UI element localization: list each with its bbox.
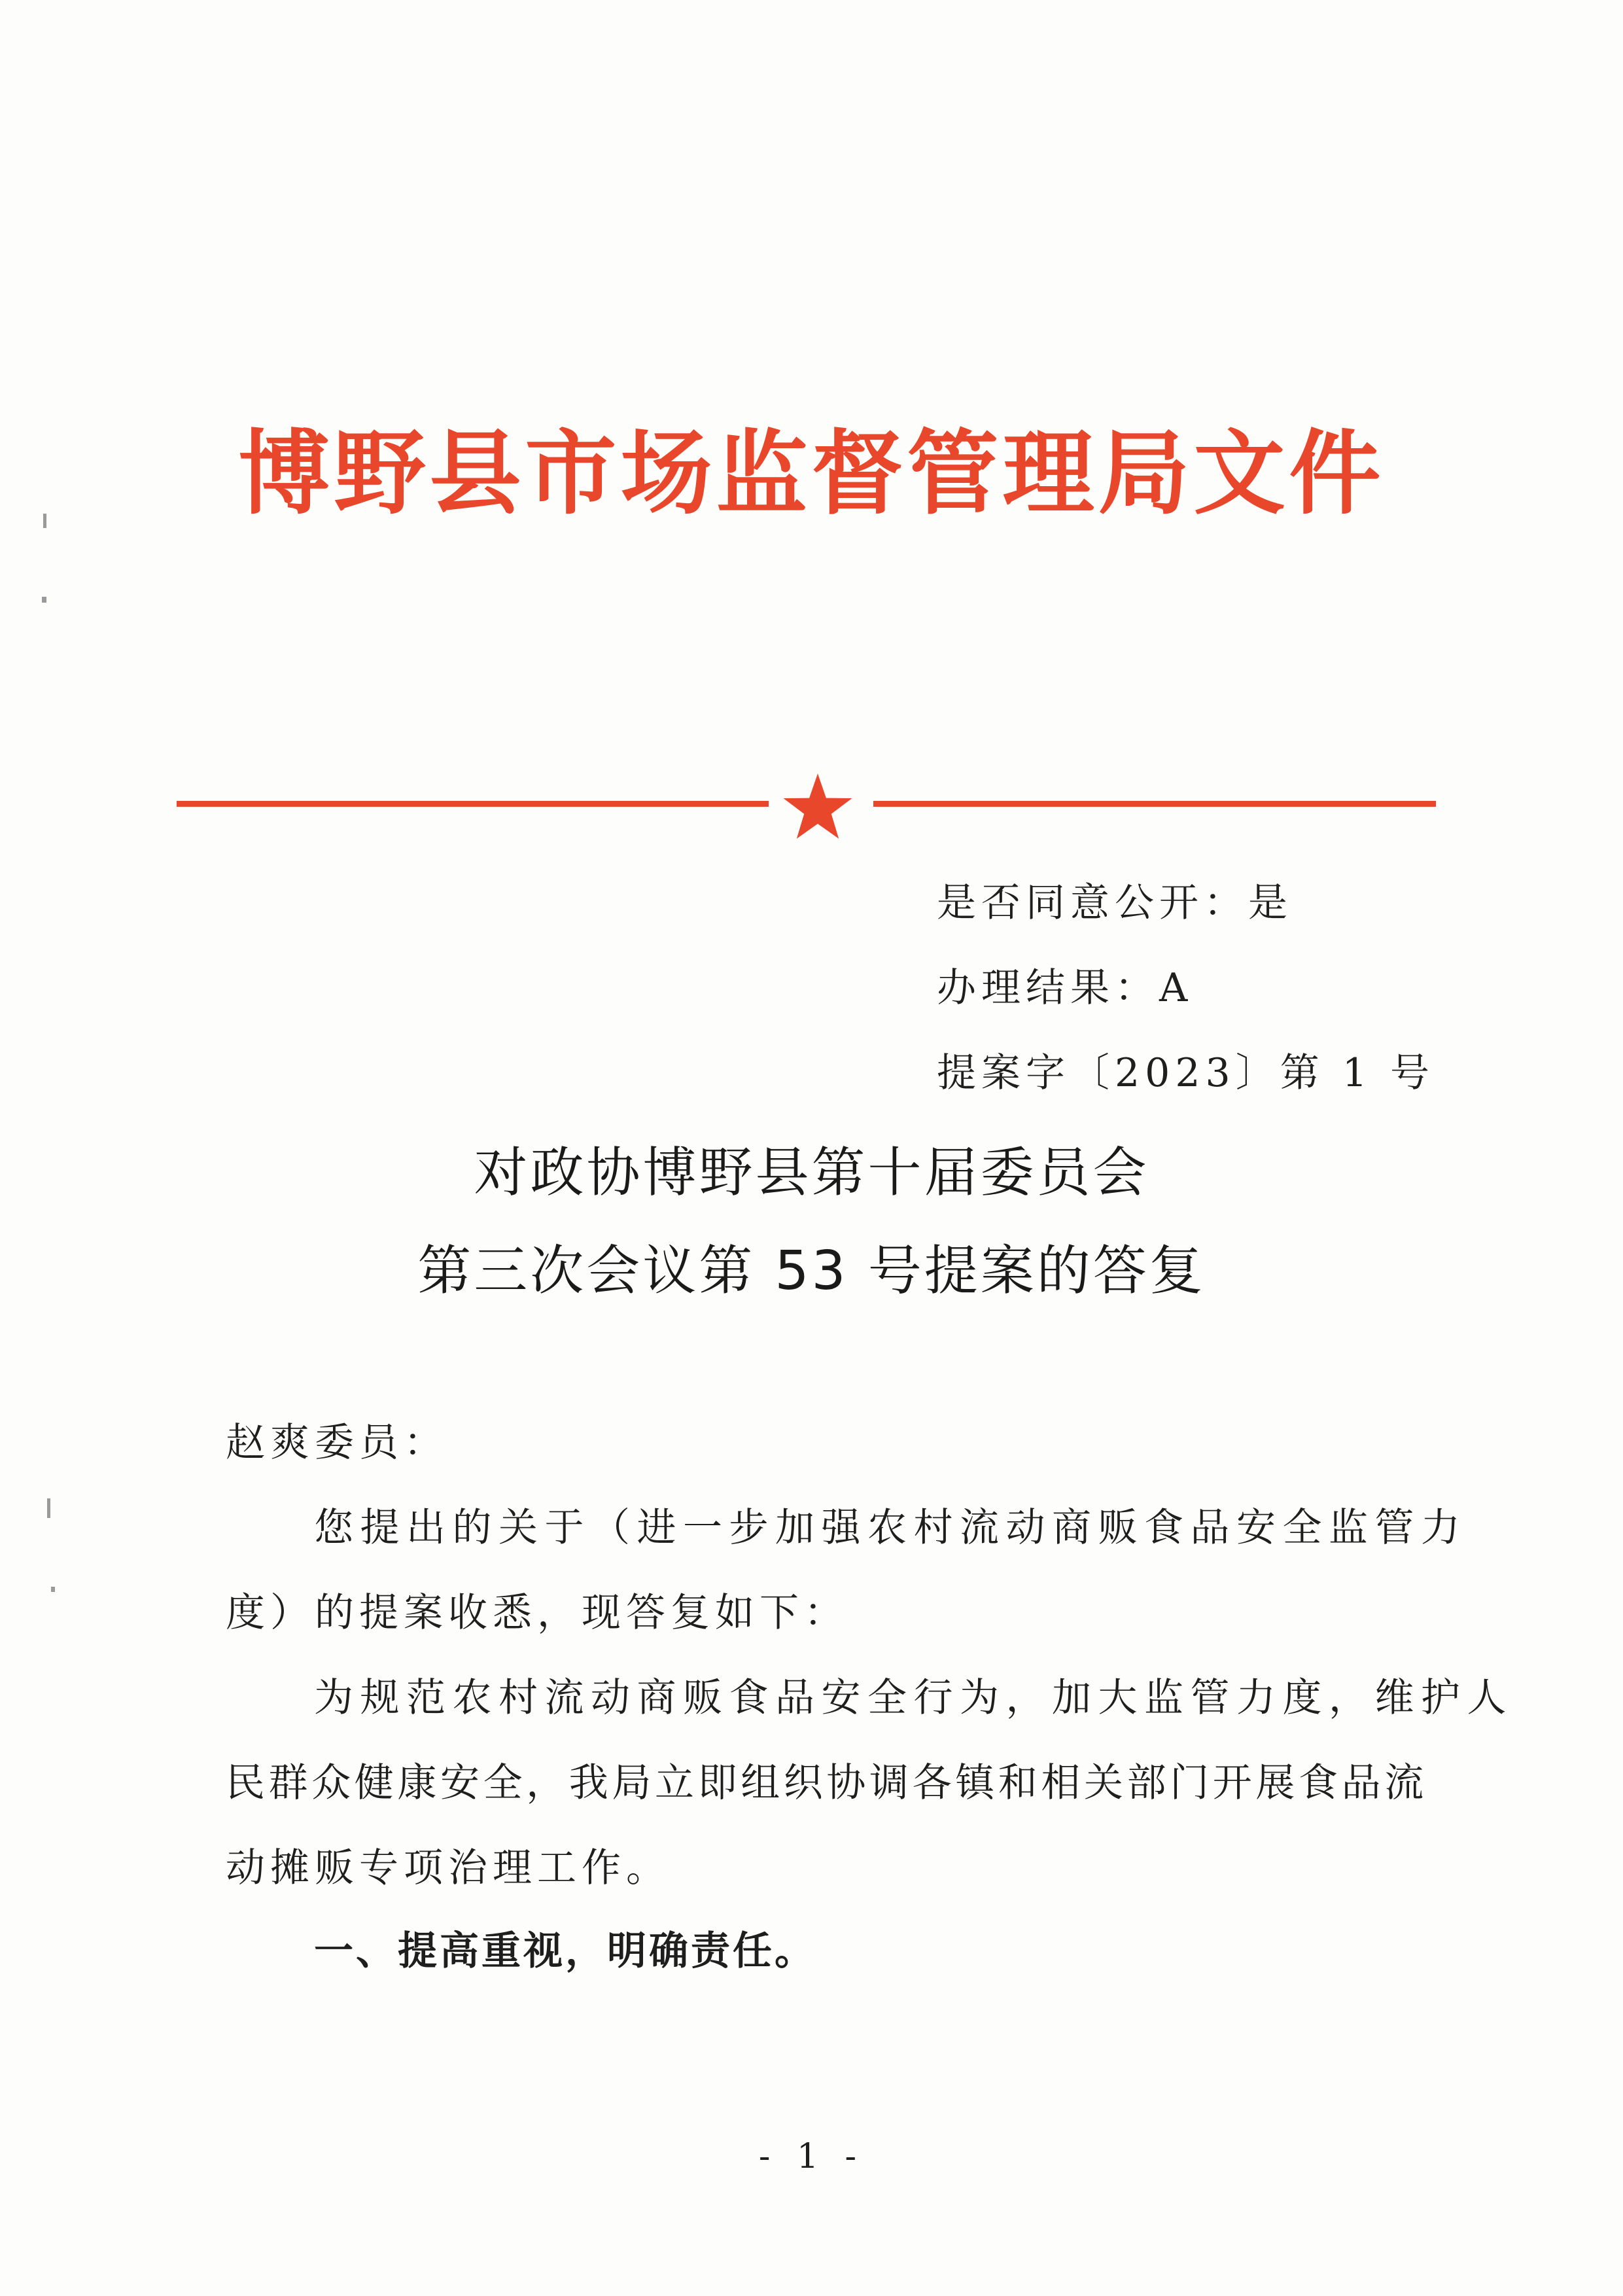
handling-result-text: 办理结果：A [937,965,1193,1011]
header-divider-left [177,801,769,807]
section-heading-1: 一、提高重视，明确责任。 [314,1928,816,1974]
star-icon [782,772,854,841]
public-consent-text: 是否同意公开：是 [937,880,1293,926]
document-title-line2: 第三次会议第 53 号提案的答复 [417,1240,1206,1302]
salutation: 赵爽委员： [226,1420,448,1466]
header-divider-right [873,801,1436,807]
paragraph2-line1: 为规范农村流动商贩食品安全行为，加大监管力度，维护人 [314,1675,1513,1721]
paragraph1-line1: 您提出的关于（进一步加强农村流动商贩食品安全监管力 [314,1505,1467,1551]
scan-artifact [47,1498,50,1518]
scan-artifact [43,514,46,528]
paragraph1-line2: 度）的提案收悉，现答复如下： [226,1590,848,1636]
document-title-line1: 对政协博野县第十届委员会 [474,1142,1149,1204]
paragraph2-line3: 动摊贩专项治理工作。 [226,1845,671,1891]
paragraph2-line2: 民群众健康安全，我局立即组织协调各镇和相关部门开展食品流 [226,1760,1427,1806]
proposal-number-text: 提案字〔2023〕第 1 号 [937,1050,1435,1096]
page-number: - 1 - [758,2137,865,2176]
document-header-title: 博野县市场监督管理局文件 [238,421,1385,527]
scan-artifact [42,597,46,603]
scan-artifact [51,1587,55,1592]
